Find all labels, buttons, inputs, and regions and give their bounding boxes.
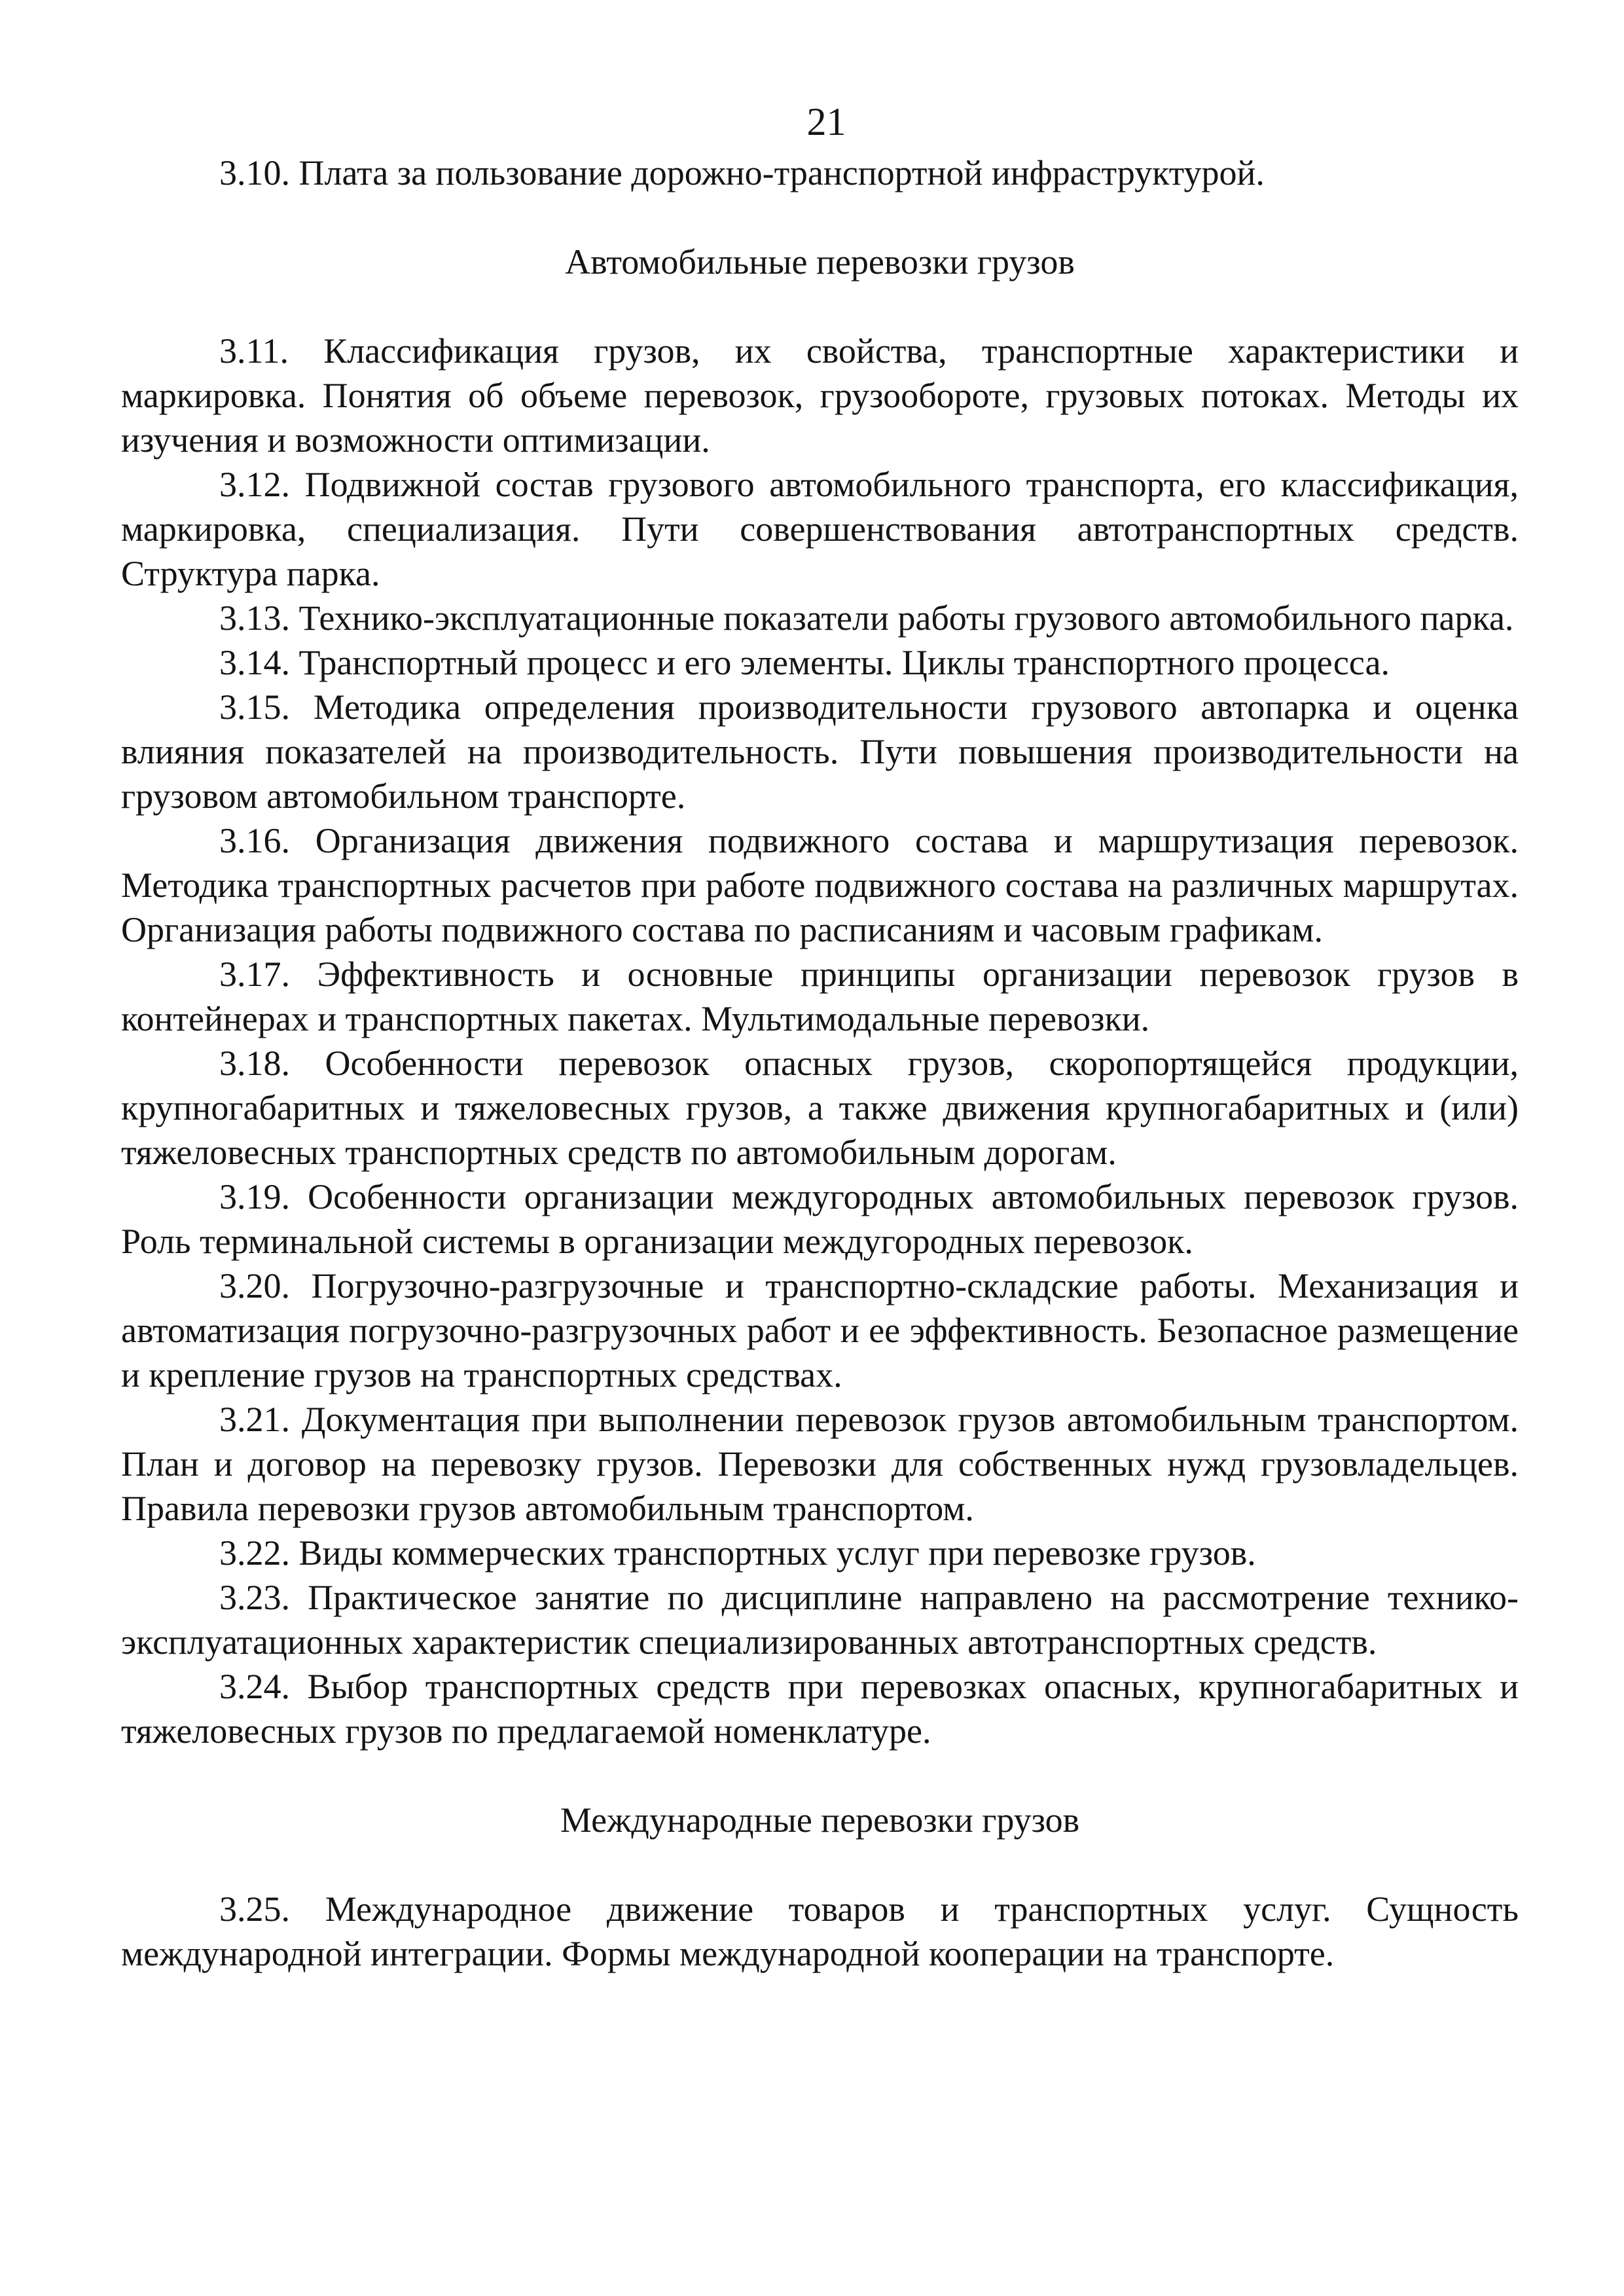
item-3-20: 3.20. Погрузочно-разгрузочные и транспортно-складские работы. Механизация и автоматизация погрузочно-разгрузочных работ и ее эффективность. Безопасное размещение и крепление грузов на транспортных средствах. xyxy=(121,1266,1519,1394)
item-3-23: 3.23. Практическое занятие по дисциплине направлено на рассмотрение технико-эксплуатационных характеристик специализированных автотранспортных средств. xyxy=(121,1578,1519,1662)
item-3-15: 3.15. Методика определения производительности грузового автопарка и оценка влияния показателей на производительность. Пути повышения производительности на грузовом автомобильном транспорте. xyxy=(121,687,1519,816)
item-3-12: 3.12. Подвижной состав грузового автомобильного транспорта, его классификация, маркировка, специализация. Пути совершенствования автотранспортных средств. Структура парка. xyxy=(121,465,1519,593)
item-3-19: 3.19. Особенности организации междугородных автомобильных перевозок грузов. Роль терминальной системы в организации междугородных перевозок. xyxy=(121,1177,1519,1261)
item-3-18: 3.18. Особенности перевозок опасных грузов, скоропортящейся продукции, крупногабаритных и тяжеловесных грузов, а также движения крупногабаритных и (или) тяжеловесных транспортных средств по автомобильным дорогам. xyxy=(121,1044,1519,1172)
item-3-24: 3.24. Выбор транспортных средств при перевозках опасных, крупногабаритных и тяжеловесных грузов по предлагаемой номенклатуре. xyxy=(121,1667,1519,1751)
item-3-22: 3.22. Виды коммерческих транспортных услуг при перевозке грузов. xyxy=(219,1533,1256,1573)
item-3-13: 3.13. Технико-эксплуатационные показатели работы грузового автомобильного парка. xyxy=(219,598,1514,638)
item-3-17: 3.17. Эффективность и основные принципы организации перевозок грузов в контейнерах и транспортных пакетах. Мультимодальные перевозки. xyxy=(121,955,1519,1038)
document-page xyxy=(121,98,1519,1976)
page-number: 21 xyxy=(806,100,846,143)
section-heading-road-freight: Автомобильные перевозки грузов xyxy=(565,242,1075,282)
item-3-14: 3.14. Транспортный процесс и его элементы. Циклы транспортного процесса. xyxy=(219,643,1390,682)
item-3-21: 3.21. Документация при выполнении перевозок грузов автомобильным транспортом. План и договор на перевозку грузов. Перевозки для собственных нужд грузовладельцев. Правила перевозки грузов автомобильным транспортом. xyxy=(121,1400,1519,1528)
item-3-10: 3.10. Плата за пользование дорожно-транспортной инфраструктурой. xyxy=(219,153,1265,192)
item-3-16: 3.16. Организация движения подвижного состава и маршрутизация перевозок. Методика транспортных расчетов при работе подвижного состава на различных маршрутах. Организация работы подвижного состава по расписаниям и часовым графикам. xyxy=(121,821,1519,949)
section-heading-international-freight: Международные перевозки грузов xyxy=(560,1800,1080,1840)
item-3-11: 3.11. Классификация грузов, их свойства, транспортные характеристики и маркировка. Понятия об объеме перевозок, грузообороте, грузовых потоках. Методы их изучения и возможности оптимизации. xyxy=(121,331,1519,460)
item-3-25: 3.25. Международное движение товаров и транспортных услуг. Сущность международной интеграции. Формы международной кооперации на транспорте. xyxy=(121,1889,1519,1973)
